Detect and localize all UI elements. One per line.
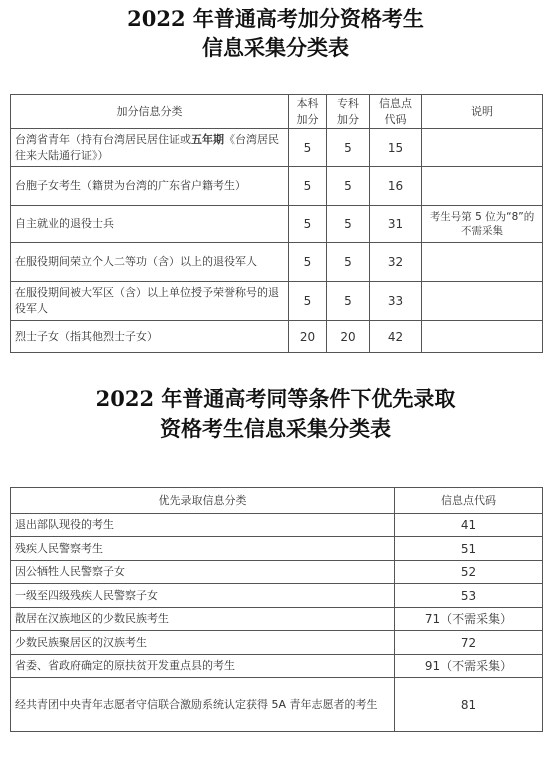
row-code: 51: [395, 537, 543, 561]
header-benke-line1: 本科: [296, 96, 319, 110]
row-zhuanke: 5: [327, 167, 370, 206]
table1-title-line1: 2022 年普通高考加分资格考生: [127, 6, 424, 31]
row-code: 81: [395, 678, 543, 732]
row-category: 经共青团中央青年志愿者守信联合激励系统认定获得 5A 青年志愿者的考生: [11, 678, 395, 732]
header-zhuanke-line2: 加分: [337, 112, 359, 126]
row-benke: 5: [289, 129, 327, 167]
table-row: [11, 655, 543, 678]
row-note: [422, 321, 543, 353]
table-row: [11, 206, 543, 243]
row-note: [422, 167, 543, 206]
row-zhuanke: 20: [327, 321, 370, 353]
row-code: 32: [370, 243, 422, 282]
header-zhuanke-line1: 专科: [337, 96, 359, 110]
header-zhuanke: [327, 95, 370, 129]
table-row: [11, 537, 543, 561]
row-benke: 5: [289, 206, 327, 243]
row-code: 15: [370, 129, 422, 167]
header-benke-line2: 加分: [296, 112, 319, 126]
row-code: 16: [370, 167, 422, 206]
row-benke: 20: [289, 321, 327, 353]
row-category: [11, 129, 289, 167]
row-code: 91（不需采集）: [395, 655, 543, 678]
priority-admission-table: [10, 487, 543, 732]
row-category-part: 台湾省青年（持有台湾居民居住证或: [15, 132, 191, 146]
header-note: 说明: [422, 95, 543, 129]
row-category: 在服役期间荣立个人二等功（含）以上的退役军人: [11, 243, 289, 282]
row-benke: 5: [289, 167, 327, 206]
row-code: 52: [395, 561, 543, 584]
table1-title-line2: 信息采集分类表: [202, 35, 349, 60]
row-note: 考生号第 5 位为“8”的不需采集: [422, 206, 543, 243]
row-code: 53: [395, 584, 543, 608]
row-benke: 5: [289, 282, 327, 321]
table-row: [11, 608, 543, 631]
table-row: [11, 282, 543, 321]
table-header-row: [11, 95, 543, 129]
header-benke: [289, 95, 327, 129]
header-code-line2: 代码: [384, 112, 407, 126]
header-code: [370, 95, 422, 129]
header-code: 信息点代码: [395, 488, 543, 514]
row-category: 台胞子女考生（籍贯为台湾的广东省户籍考生）: [11, 167, 289, 206]
row-category-emphasis: 五年期: [191, 132, 224, 146]
table-row: [11, 631, 543, 655]
row-note: [422, 243, 543, 282]
row-code: 71（不需采集）: [395, 608, 543, 631]
row-code: 33: [370, 282, 422, 321]
row-category: 自主就业的退役士兵: [11, 206, 289, 243]
header-category: 加分信息分类: [11, 95, 289, 129]
bonus-points-table: [10, 94, 543, 353]
row-category: 退出部队现役的考生: [11, 514, 395, 537]
table-row: [11, 678, 543, 732]
row-category-part: 《台湾居民往来大陆通行证》）: [15, 132, 279, 162]
row-benke: 5: [289, 243, 327, 282]
row-zhuanke: 5: [327, 282, 370, 321]
table1-title: [0, 4, 551, 62]
row-code: 41: [395, 514, 543, 537]
row-code: 42: [370, 321, 422, 353]
table-row: [11, 584, 543, 608]
row-category: 少数民族聚居区的汉族考生: [11, 631, 395, 655]
row-code: 31: [370, 206, 422, 243]
table-row: [11, 514, 543, 537]
table-row: [11, 167, 543, 206]
row-category: 一级至四级残疾人民警察子女: [11, 584, 395, 608]
table2-title: [0, 384, 551, 444]
header-code-line1: 信息点: [379, 96, 412, 110]
table-row: [11, 321, 543, 353]
row-note: [422, 282, 543, 321]
table2-title-line1: 2022 年普通高考同等条件下优先录取: [95, 386, 456, 411]
row-code: 72: [395, 631, 543, 655]
table-row: [11, 129, 543, 167]
table-row: [11, 561, 543, 584]
table-header-row: [11, 488, 543, 514]
row-category: 散居在汉族地区的少数民族考生: [11, 608, 395, 631]
row-category: 在服役期间被大军区（含）以上单位授予荣誉称号的退役军人: [11, 282, 289, 321]
row-category: 因公牺牲人民警察子女: [11, 561, 395, 584]
row-zhuanke: 5: [327, 129, 370, 167]
table-row: [11, 243, 543, 282]
table2-title-line2: 资格考生信息采集分类表: [160, 416, 391, 441]
row-category: 烈士子女（指其他烈士子女）: [11, 321, 289, 353]
row-zhuanke: 5: [327, 206, 370, 243]
row-note: [422, 129, 543, 167]
row-zhuanke: 5: [327, 243, 370, 282]
row-category: 残疾人民警察考生: [11, 537, 395, 561]
header-category: 优先录取信息分类: [11, 488, 395, 514]
row-category: 省委、省政府确定的原扶贫开发重点县的考生: [11, 655, 395, 678]
